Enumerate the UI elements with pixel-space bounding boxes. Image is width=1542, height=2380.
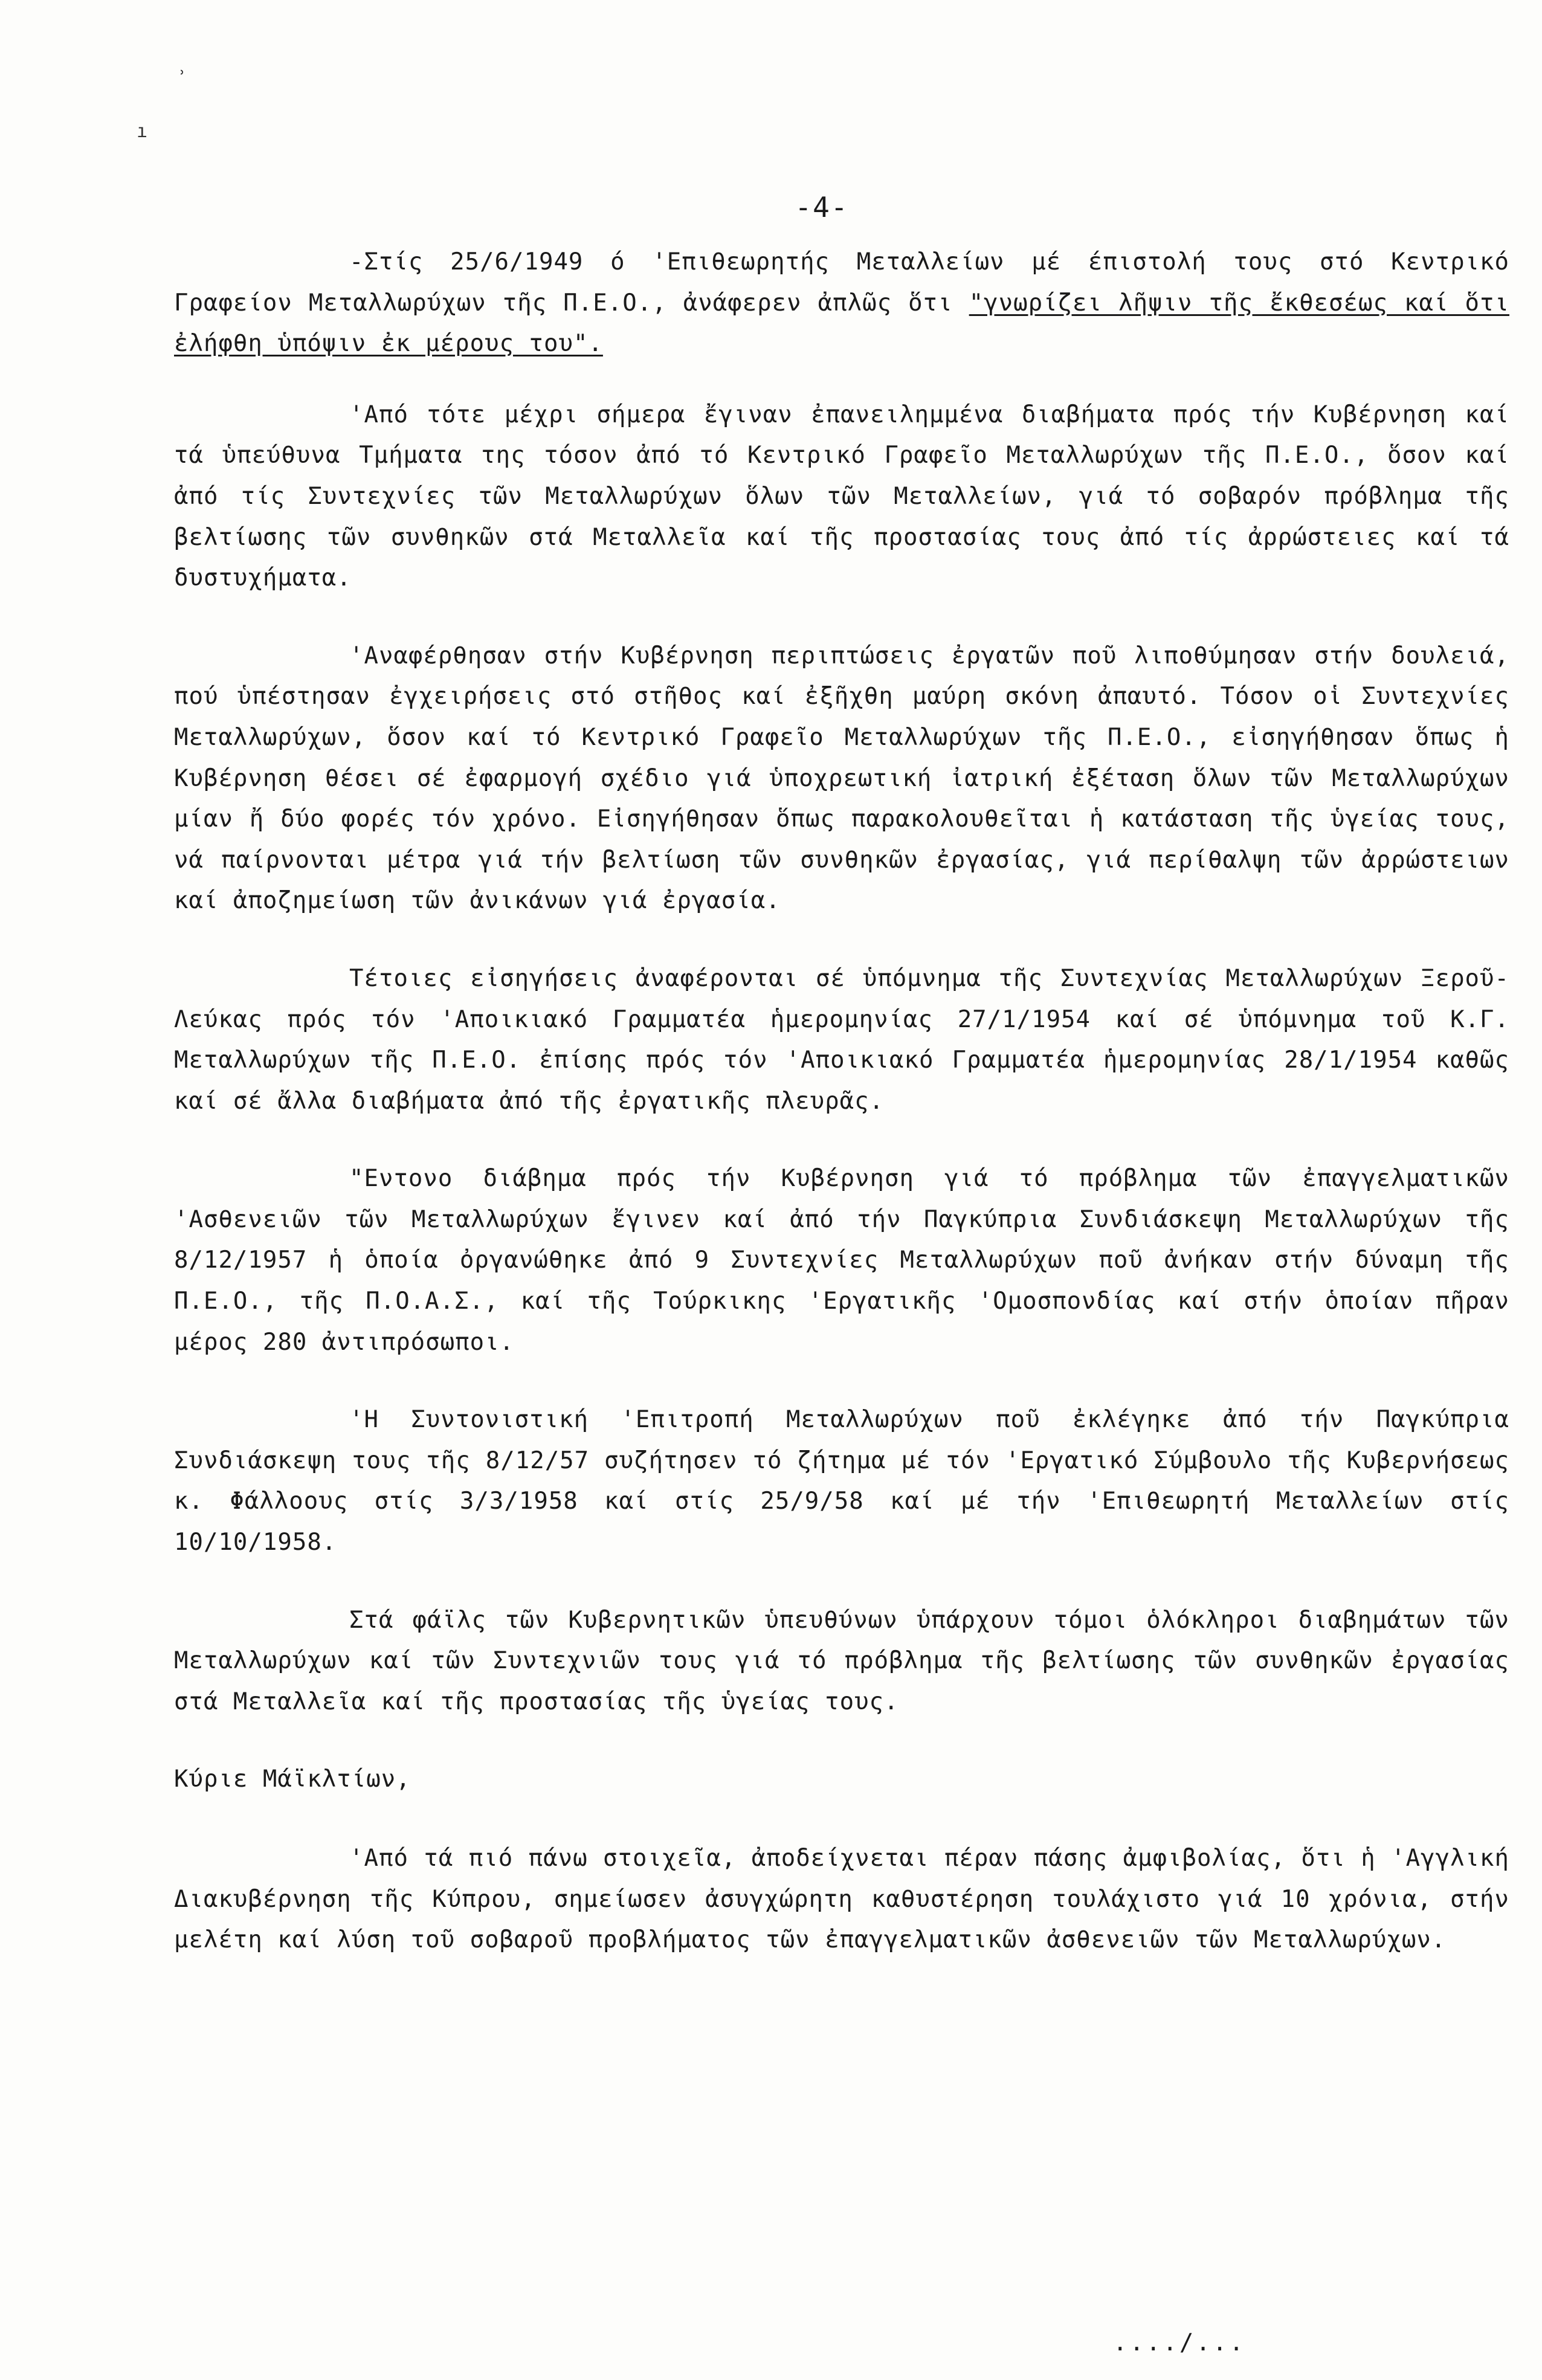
stray-mark: ˒ bbox=[176, 63, 188, 84]
paragraph: Τέτοιες εἰσηγήσεις ἀναφέρονται σέ ὑπόμνημα τῆς Συντεχνίας Μεταλλωρύχων Ξεροῦ-Λεύκας πρός τόν 'Αποικιακό Γραμματέα ἡμερομηνίας 27/1/1954 καί σέ ὑπόμνημα τοῦ Κ.Γ. Μεταλλωρύχων τῆς Π.Ε.Ο. ἐπίσης πρός τόν 'Αποικιακό Γραμματέα ἡμερομηνίας 28/1/1954 καθῶς καί σέ ἄλλα διαβήματα ἀπό τῆς ἐργατικῆς πλευρᾶς. bbox=[174, 964, 1509, 1115]
continuation-marker: ..../... bbox=[1113, 2329, 1246, 2356]
paragraph bbox=[174, 242, 1509, 364]
document-body bbox=[174, 242, 1509, 1998]
paragraph: "Εντονο διάβημα πρός τήν Κυβέρνηση γιά τό πρόβλημα τῶν ἐπαγγελματικῶν 'Ασθενειῶν τῶν Μεταλλωρύχων ἔγινεν καί ἀπό τήν Παγκύπρια Συνδιάσκεψη Μεταλλωρύχων τῆς 8/12/1957 ἡ ὁποία ὀργανώθηκε ἀπό 9 Συντεχνίες Μεταλλωρύχων ποῦ ἀνήκαν στήν δύναμη τῆς Π.Ε.Ο., τῆς Π.Ο.Α.Σ., καί τῆς Τούρκικης 'Εργατικῆς 'Ομοσπονδίας καί στήν ὁποίαν πῆραν μέρος 280 ἀντιπρόσωποι. bbox=[174, 1165, 1509, 1356]
salutation: Κύριε Μάϊκλτίων, bbox=[174, 1766, 411, 1793]
stray-mark: ı bbox=[137, 121, 148, 142]
paragraph: Στά φάϊλς τῶν Κυβερνητικῶν ὑπευθύνων ὑπάρχουν τόμοι ὁλόκληροι διαβημάτων τῶν Μεταλλωρύχων καί τῶν Συντεχνιῶν τους γιά τό πρόβλημα τῆς βελτίωσης τῶν συνθηκῶν ἐργασίας στά Μεταλλεῖα καί τῆς προστασίας τῆς ὑγείας τους. bbox=[174, 1606, 1509, 1715]
paragraph: 'Από τότε μέχρι σήμερα ἔγιναν ἐπανειλημμένα διαβήματα πρός τήν Κυβέρνηση καί τά ὑπεύθυνα Τμήματα της τόσον ἀπό τό Κεντρικό Γραφεῖο Μεταλλωρύχων τῆς Π.Ε.Ο., ὅσον καί ἀπό τίς Συντεχνίες τῶν Μεταλλωρύχων ὅλων τῶν Μεταλλείων, γιά τό σοβαρόν πρόβλημα τῆς βελτίωσης τῶν συνθηκῶν στά Μεταλλεῖα καί τῆς προστασίας τους ἀπό τίς ἀρρώστειες καί τά δυστυχήματα. bbox=[174, 401, 1509, 592]
paragraph: 'Η Συντονιστική 'Επιτροπή Μεταλλωρύχων ποῦ ἐκλέγηκε ἀπό τήν Παγκύπρια Συνδιάσκεψη τους τῆς 8/12/57 συζήτησεν τό ζήτημα μέ τόν 'Εργατικό Σύμβουλο τῆς Κυβερνήσεως κ. Φάλλοους στίς 3/3/1958 καί στίς 25/9/58 καί μέ τήν 'Επιθεωρητή Μεταλλείων στίς 10/10/1958. bbox=[174, 1406, 1509, 1556]
closing-paragraph: 'Από τά πιό πάνω στοιχεῖα, ἀποδείχνεται πέραν πάσης ἀμφιβολίας, ὅτι ἡ 'Αγγλική Διακυβέρνηση τῆς Κύπρου, σημείωσεν ἀσυγχώρητη καθυστέρηση τουλάχιστο γιά 10 χρόνια, στήν μελέτη καί λύση τοῦ σοβαροῦ προβλήματος τῶν ἐπαγγελματικῶν ἀσθενειῶν τῶν Μεταλλωρύχων. bbox=[174, 1845, 1509, 1954]
paragraph: 'Αναφέρθησαν στήν Κυβέρνηση περιπτώσεις ἐργατῶν ποῦ λιποθύμησαν στήν δουλειά, πού ὑπέστησαν ἐγχειρήσεις στό στῆθος καί ἐξῆχθη μαύρη σκόνη ἀπαυτό. Τόσον οἱ Συντεχνίες Μεταλλωρύχων, ὅσον καί τό Κεντρικό Γραφεῖο Μεταλλωρύχων τῆς Π.Ε.Ο., εἰσηγήθησαν ὅπως ἡ Κυβέρνηση θέσει σέ ἐφαρμογή σχέδιο γιά ὑποχρεωτική ἰατρική ἐξέταση ὅλων τῶν Μεταλλωρύχων μίαν ἤ δύο φορές τόν χρόνο. Εἰσηγήθησαν ὅπως παρακολουθεῖται ἡ κατάσταση τῆς ὑγείας τους, νά παίρνονται μέτρα γιά τήν βελτίωση τῶν συνθηκῶν ἐργασίας, γιά περίθαλψη τῶν ἀρρώστειων καί ἀποζημείωση τῶν ἀνικάνων γιά ἐργασία. bbox=[174, 642, 1509, 915]
page-number: -4- bbox=[795, 191, 849, 224]
paragraph-text: -Στίς 25/6/1949 ό 'Επιθεωρητής Μεταλλείων μέ έπιστολή τους στό Κεντρικό Γραφείον Μεταλλωρύχων τῆς Π.Ε.Ο., ἀνάφερεν ἀπλῶς ὅτι bbox=[174, 248, 1509, 317]
underlined-quote: "γνωρίζει λῆψιν τῆς ἔκθεσέως καί ὅτι ἐλήφθη ὑπόψιν ἐκ μέρους του". bbox=[174, 289, 1509, 358]
